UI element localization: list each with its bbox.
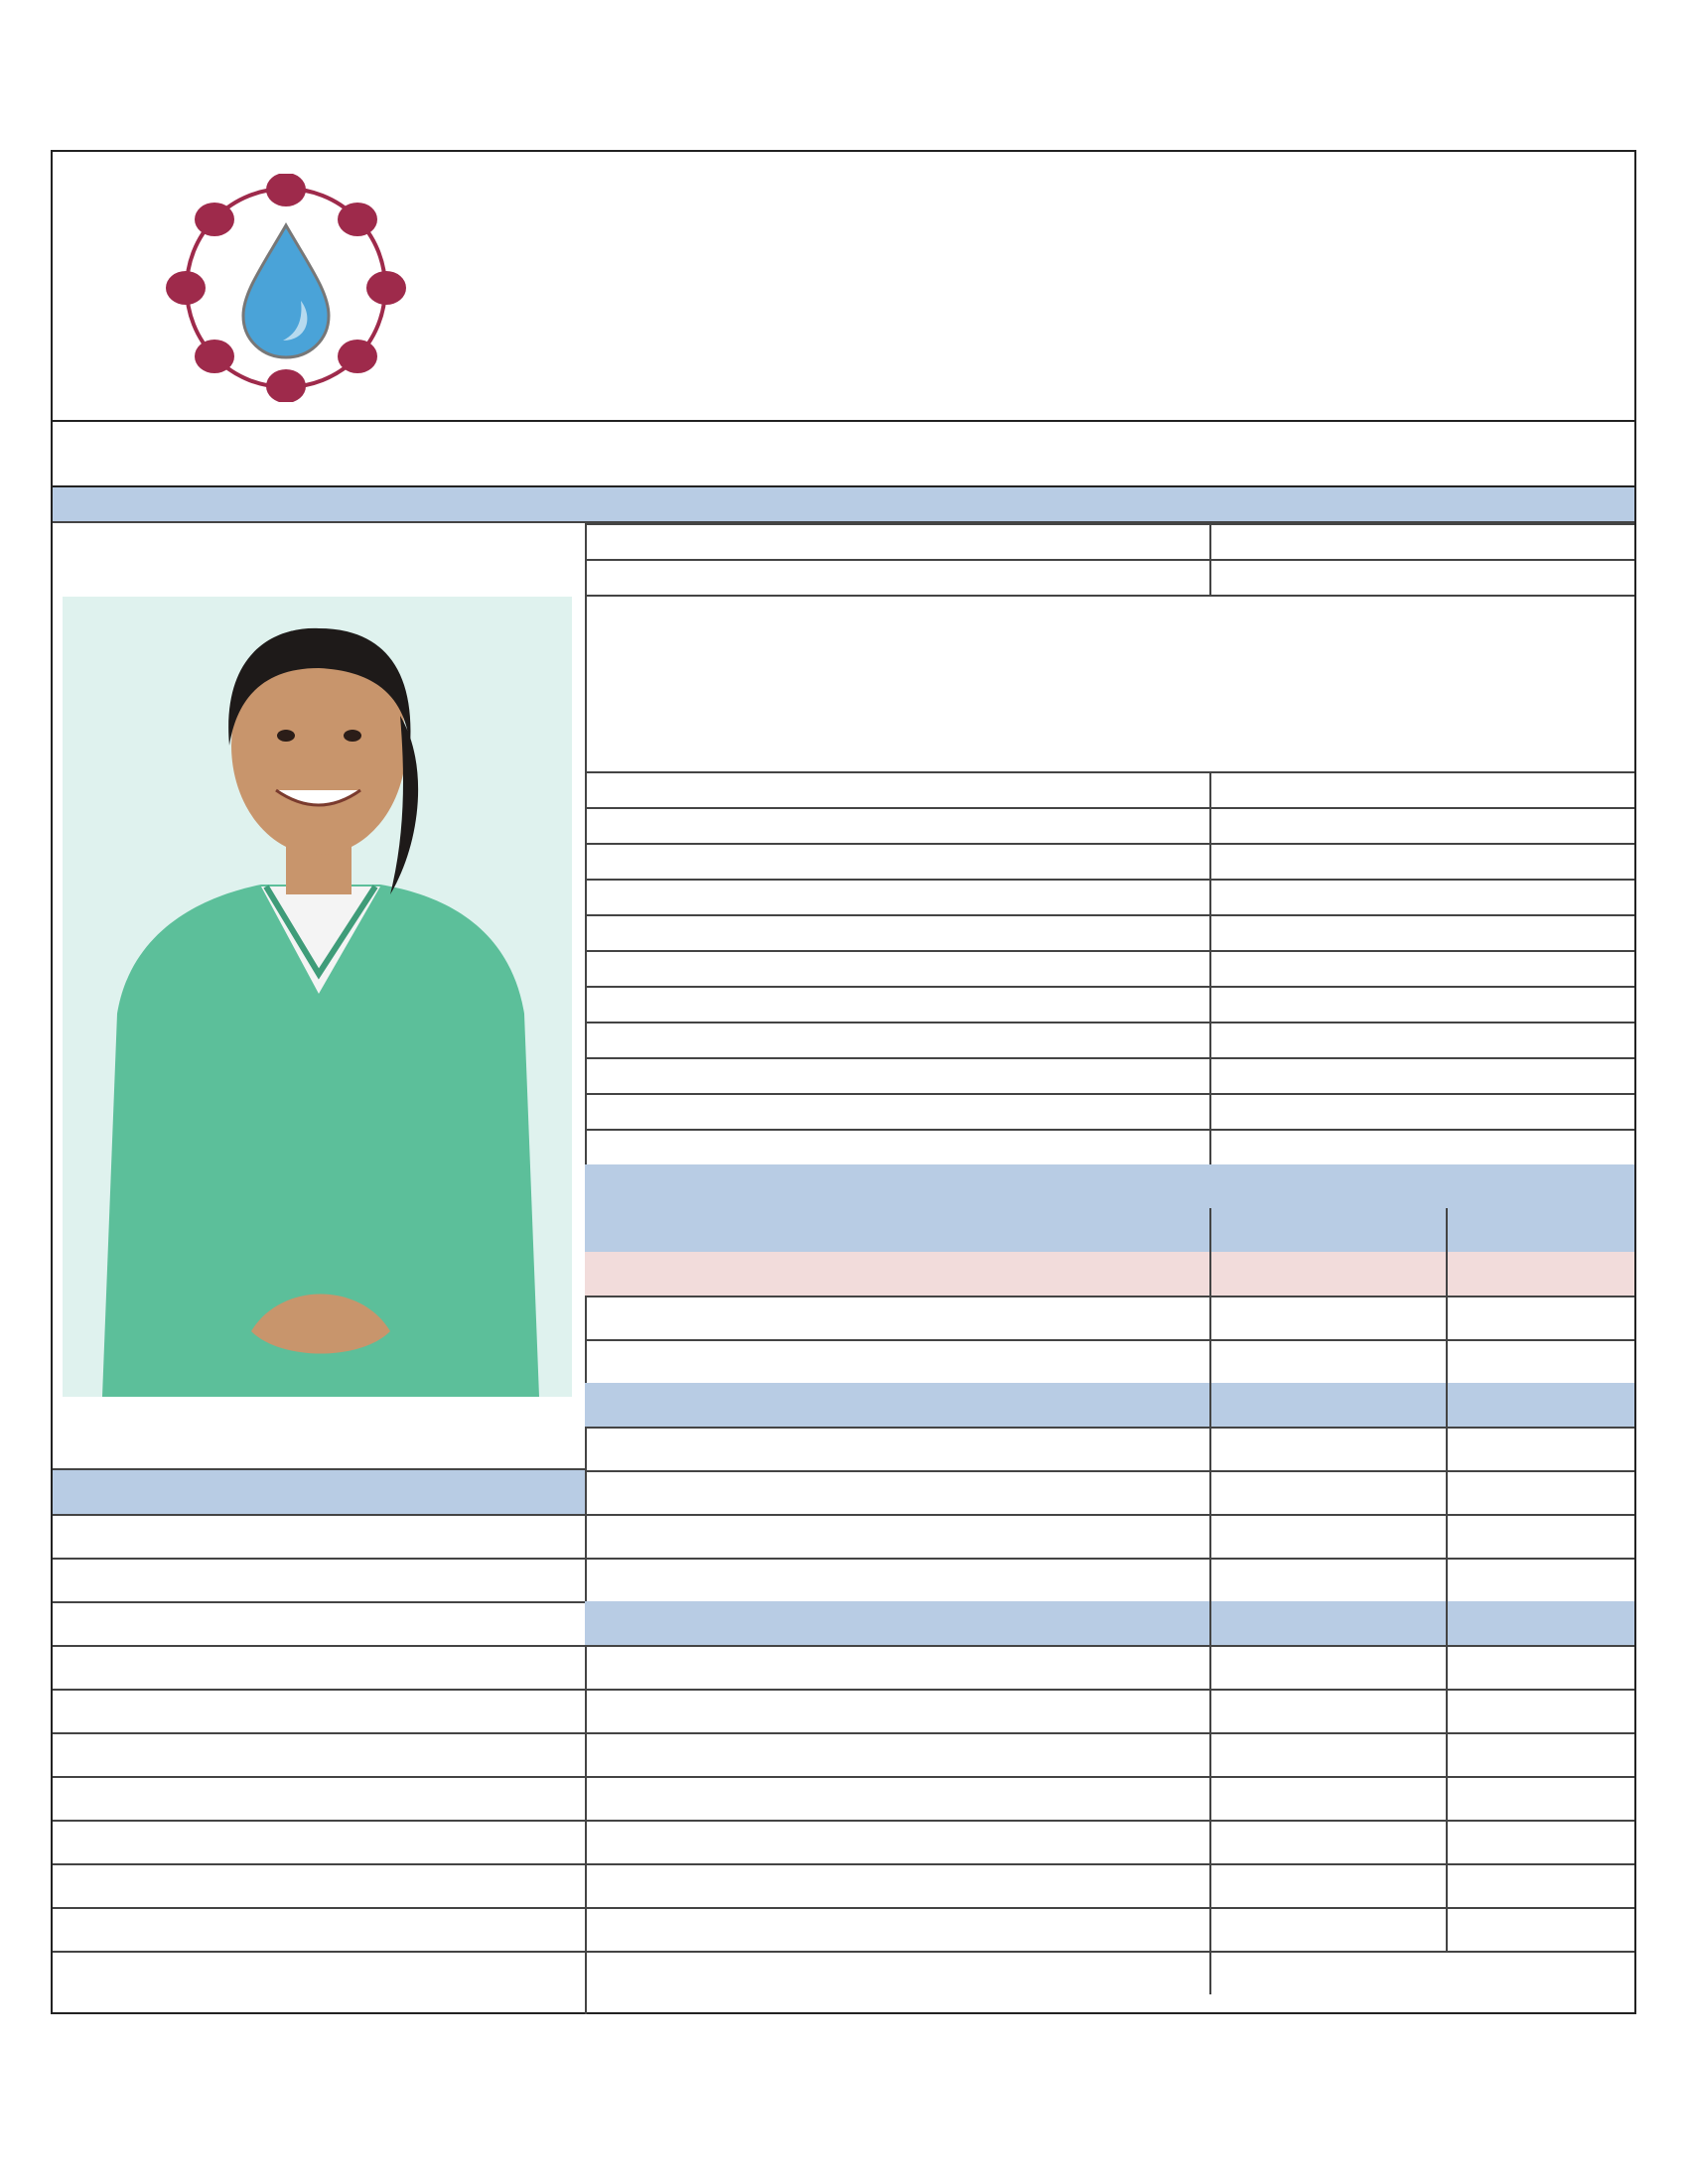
employment-col-divider [1209, 1208, 1211, 1383]
personal-row-line [585, 914, 1634, 916]
personal-row-line [585, 1057, 1634, 1059]
medical-banner [585, 1383, 1634, 1427]
interview-row-line [53, 1951, 585, 1953]
interview-row-line [53, 1776, 585, 1778]
interview-row-line [53, 1558, 585, 1560]
interview-row-line [53, 1645, 585, 1647]
employment-row [585, 1252, 1634, 1296]
portrait-illustration [63, 597, 572, 1397]
interview-banner [53, 1470, 585, 1514]
personal-row-line [585, 843, 1634, 845]
skills-row-line [585, 1732, 1634, 1734]
employment-header-row [585, 1208, 1634, 1252]
interview-row-line [53, 1820, 585, 1822]
logo-ring-icon [132, 174, 440, 402]
skills-col-divider [1209, 1601, 1211, 1951]
personal-row-line [585, 1093, 1634, 1095]
top-field-row-line [585, 595, 1634, 597]
employment-line [585, 1296, 1634, 1297]
skills-row-line [585, 1907, 1634, 1909]
top-fields-border [585, 523, 1634, 525]
personal-row-line [585, 986, 1634, 988]
skills-line [585, 1645, 1634, 1647]
interview-row-line [53, 1907, 585, 1909]
medical-row-line [585, 1470, 1634, 1472]
personal-row-line [585, 807, 1634, 809]
skills-row-line [585, 1776, 1634, 1778]
personal-row-line [585, 879, 1634, 881]
employment-line [585, 1339, 1634, 1341]
interview-row-line [53, 1732, 585, 1734]
top-field-row-line [585, 559, 1634, 561]
medical-col-divider [1446, 1383, 1448, 1601]
skills-row-line [585, 1820, 1634, 1822]
logo-header [53, 152, 1634, 422]
personal-top-border [585, 771, 1634, 773]
personal-row-line [585, 1129, 1634, 1131]
medical-col-divider [1209, 1383, 1211, 1601]
skills-row-line [585, 1951, 1634, 1953]
employment-col-divider [1446, 1208, 1448, 1383]
skills-banner [585, 1601, 1634, 1645]
employment-banner [585, 1164, 1634, 1208]
worker-photo [63, 597, 572, 1397]
interview-line [53, 1514, 585, 1516]
medical-row-line [585, 1514, 1634, 1516]
skills-row-line [585, 1863, 1634, 1865]
medical-row-line [585, 1558, 1634, 1560]
interview-row-line [53, 1601, 585, 1603]
personal-row-line [585, 1022, 1634, 1024]
interview-row-line [53, 1689, 585, 1691]
interview-row-line [53, 1863, 585, 1865]
applicant-sheet [51, 150, 1636, 2014]
personal-row-line [585, 950, 1634, 952]
personal-col-divider [1209, 771, 1211, 1164]
skills-row-line [585, 1689, 1634, 1691]
top-fields-col-divider [1209, 523, 1211, 595]
highlights-banner [53, 487, 1634, 523]
medical-line [585, 1427, 1634, 1429]
arabic-cook-divider [1209, 1951, 1211, 1994]
worker-name-row [53, 422, 1634, 487]
skills-col-divider [1446, 1601, 1448, 1951]
